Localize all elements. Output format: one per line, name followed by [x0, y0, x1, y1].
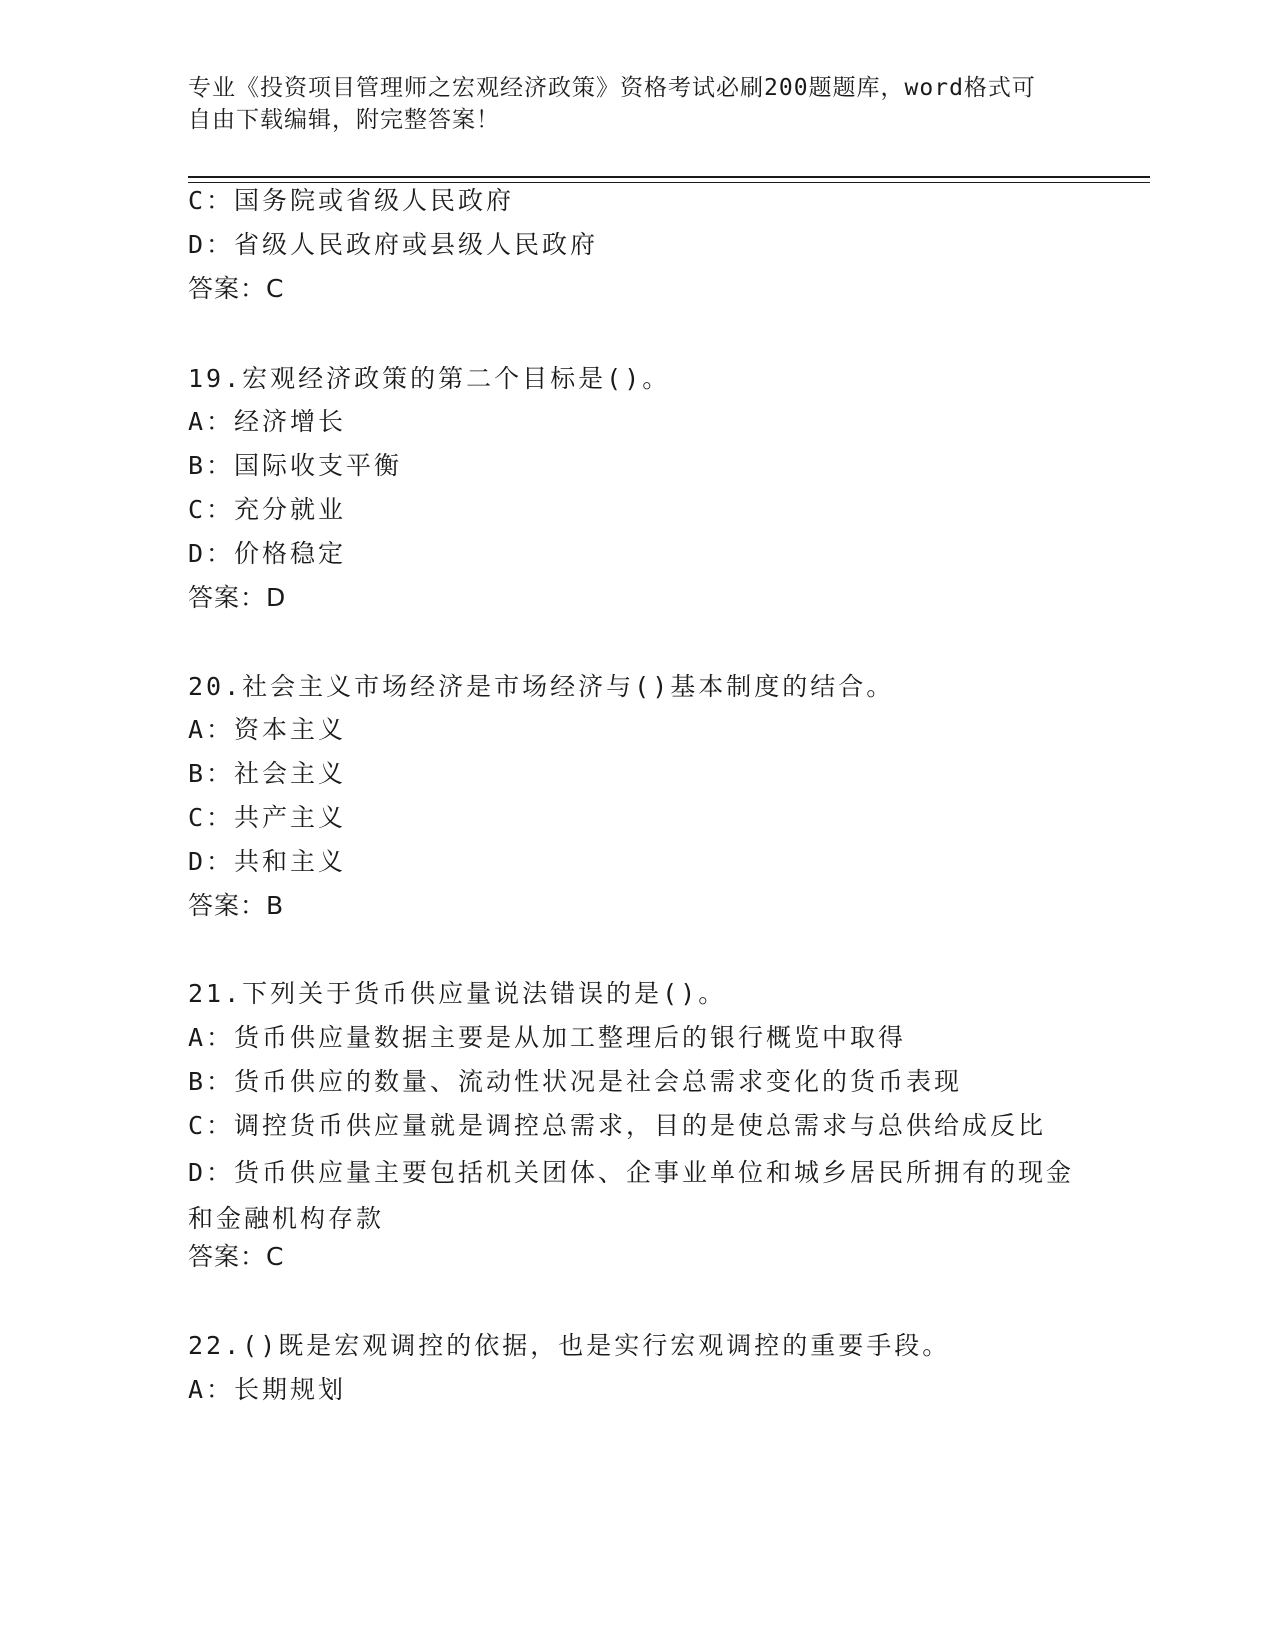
header-divider-thick	[188, 176, 1150, 178]
document-header	[188, 72, 1068, 136]
prev-answer: 答案：C	[188, 274, 285, 303]
q21-question: 21.下列关于货币供应量说法错误的是()。	[188, 979, 727, 1008]
q20-option-a: A：资本主义	[188, 715, 347, 744]
q20-answer: 答案：B	[188, 891, 285, 920]
q19-answer: 答案：D	[188, 583, 287, 612]
q19-option-b: B：国际收支平衡	[188, 451, 403, 480]
prev-option-c: C：国务院或省级人民政府	[188, 186, 515, 215]
header-line-2: 自由下载编辑，附完整答案！	[188, 107, 500, 133]
q20-option-b: B：社会主义	[188, 759, 347, 788]
q22-question: 22.()既是宏观调控的依据，也是实行宏观调控的重要手段。	[188, 1331, 951, 1360]
q19-option-c: C：充分就业	[188, 495, 347, 524]
prev-option-d: D：省级人民政府或县级人民政府	[188, 230, 599, 259]
q21-option-b: B：货币供应的数量、流动性状况是社会总需求变化的货币表现	[188, 1067, 963, 1096]
q21-answer: 答案：C	[188, 1242, 285, 1271]
q21-option-d: D：货币供应量主要包括机关团体、企事业单位和城乡居民所拥有的现金和金融机构存款	[188, 1158, 1075, 1233]
q21-option-c: C：调控货币供应量就是调控总需求，目的是使总需求与总供给成反比	[188, 1111, 1047, 1140]
header-line-1: 专业《投资项目管理师之宏观经济政策》资格考试必刷200题题库，word格式可	[188, 75, 1036, 101]
q19-option-d: D：价格稳定	[188, 539, 347, 568]
q19-option-a: A：经济增长	[188, 407, 347, 436]
q21-option-a: A：货币供应量数据主要是从加工整理后的银行概览中取得	[188, 1023, 907, 1052]
q20-question: 20.社会主义市场经济是市场经济与()基本制度的结合。	[188, 672, 895, 701]
header-divider-thin	[188, 182, 1150, 183]
q22-option-a: A：长期规划	[188, 1375, 347, 1404]
q19-question: 19.宏观经济政策的第二个目标是()。	[188, 364, 671, 393]
q20-option-d: D：共和主义	[188, 847, 347, 876]
q20-option-c: C：共产主义	[188, 803, 347, 832]
